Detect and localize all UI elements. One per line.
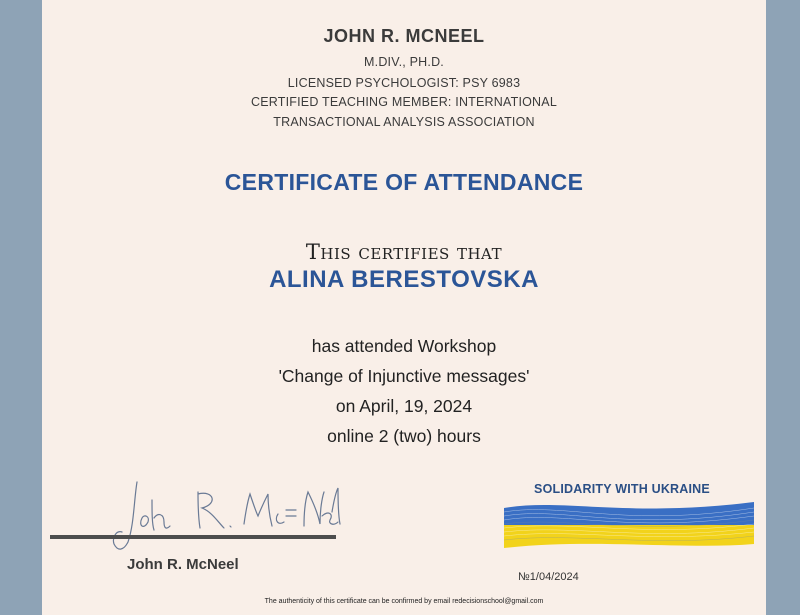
issuer-name: JOHN R. MCNEEL — [323, 26, 485, 46]
issuer-membership-line1: CERTIFIED TEACHING MEMBER: INTERNATIONAL — [251, 95, 557, 109]
recipient-name: ALINA BERESTOVSKA — [269, 266, 539, 293]
signer-name: John R. McNeel — [127, 556, 239, 573]
issuer-membership-line2: TRANSACTIONAL ANALYSIS ASSOCIATION — [273, 115, 535, 129]
certificate-page — [42, 0, 766, 615]
solidarity-text: SOLIDARITY WITH UKRAINE — [534, 482, 710, 496]
certificate-number: №1/04/2024 — [518, 571, 579, 583]
issuer-license: LICENSED PSYCHOLOGIST: PSY 6983 — [287, 76, 521, 90]
certificate-title: CERTIFICATE OF ATTENDANCE — [224, 169, 584, 195]
workshop-title: 'Change of Injunctive messages' — [278, 366, 530, 386]
certifies-text: This certifies that — [305, 240, 503, 264]
issuer-degrees: M.DIV., PH.D. — [364, 55, 444, 69]
authenticity-note: The authenticity of this certificate can be confirmed by email redecisionschool@gmail.com — [264, 598, 544, 605]
workshop-date: on April, 19, 2024 — [335, 396, 473, 416]
workshop-duration: online 2 (two) hours — [327, 426, 481, 446]
attendance-line: has attended Workshop — [311, 336, 497, 356]
ukraine-flag-wave-icon — [504, 498, 754, 550]
signature-line — [50, 535, 336, 539]
